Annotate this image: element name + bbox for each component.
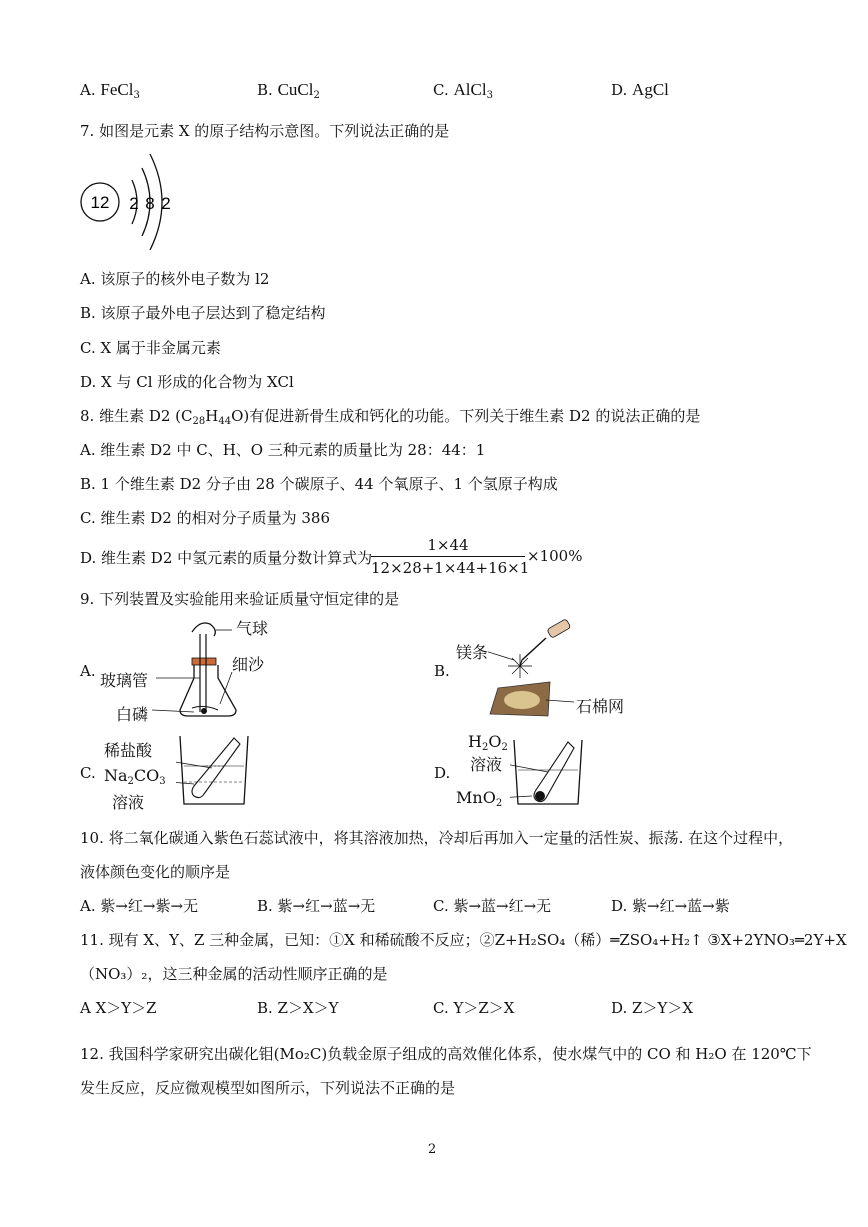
q8-percent-suffix: ×100% xyxy=(527,547,583,565)
shell-2-label: 8 xyxy=(145,194,155,213)
q9-option-b: B. xyxy=(434,662,450,680)
q10-option-b: B. 紫→红→蓝→无 xyxy=(257,897,376,915)
q6-option-a: A. FeCl$_3$ xyxy=(80,80,140,101)
q9-option-d: D. xyxy=(434,764,451,782)
q11-option-a: A X＞Y＞Z xyxy=(80,999,157,1017)
label-asbestos-gauze: 石棉网 xyxy=(576,697,625,716)
q8-option-d-prefix: D. 维生素 D2 中氢元素的质量分数计算式为 xyxy=(80,549,373,567)
q8-fraction xyxy=(371,536,530,577)
fraction-bar xyxy=(371,556,525,557)
q12-stem-line1: 12. 我国科学家研究出碳化钼(Mo₂C)负载金原子组成的高效催化体系，使水煤气中的 CO 和 H₂O 在 120℃下 xyxy=(80,1045,812,1063)
label-dilute-hcl: 稀盐酸 xyxy=(104,741,153,760)
label-white-phosphorus: 白磷 xyxy=(116,705,149,724)
q10-stem-line1: 10. 将二氧化碳通入紫色石蕊试液中，将其溶液加热，冷却后再加入一定量的活性炭、振荡. 在这个过程中， xyxy=(80,829,794,847)
label-glass-tube: 玻璃管 xyxy=(100,671,149,690)
label-solution-c: 溶液 xyxy=(112,793,145,812)
q12-stem-line2: 发生反应，反应微观模型如图所示，下列说法不正确的是 xyxy=(80,1079,456,1097)
q11-stem-line2: （NO₃）₂，这三种金属的活动性顺序正确的是 xyxy=(80,965,388,983)
q7-option-c: C. X 属于非金属元素 xyxy=(80,339,221,357)
q7-option-d: D. X 与 Cl 形成的化合物为 XCl xyxy=(80,373,294,391)
q6-option-d: D. AgCl xyxy=(611,80,669,99)
label-balloon: 气球 xyxy=(236,619,269,638)
page-number: 2 xyxy=(428,1142,437,1157)
shell-3-label: 2 xyxy=(161,194,171,213)
q8-option-a: A. 维生素 D2 中 C、H、O 三种元素的质量比为 28：44：1 xyxy=(80,441,486,459)
label-solution-d: 溶液 xyxy=(470,755,503,774)
q8-denominator: 12×28+1×44+16×1 xyxy=(371,559,530,577)
q11-option-c: C. Y＞Z＞X xyxy=(433,999,515,1017)
q8-numerator: 1×44 xyxy=(427,536,469,554)
q10-option-d: D. 紫→红→蓝→紫 xyxy=(611,897,730,915)
q11-option-b: B. Z＞X＞Y xyxy=(257,999,339,1017)
q10-option-a: A. 紫→红→紫→无 xyxy=(80,897,199,915)
q6-option-b: B. CuCl$_2$ xyxy=(257,80,320,101)
q11-stem-line1: 11. 现有 X、Y、Z 三种金属，已知：①X 和稀硫酸不反应；②Z+H₂SO₄（稀）═ZSO₄+H₂↑ ③X+2YNO₃═2Y+X xyxy=(80,931,847,949)
nucleus-label: 12 xyxy=(90,193,110,212)
apparatus-d-beaker xyxy=(510,736,590,808)
q7-stem: 7. 如图是元素 X 的原子结构示意图。下列说法正确的是 xyxy=(80,122,450,140)
q7-option-b: B. 该原子最外电子层达到了稳定结构 xyxy=(80,304,326,322)
q10-option-c: C. 紫→蓝→红→无 xyxy=(433,897,552,915)
q9-option-c: C. xyxy=(80,764,96,782)
q9-stem: 9. 下列装置及实验能用来验证质量守恒定律的是 xyxy=(80,590,400,608)
q7-option-a: A. 该原子的核外电子数为 l2 xyxy=(80,270,270,288)
atom-structure-diagram xyxy=(78,150,188,254)
q9-option-a: A. xyxy=(80,662,96,680)
q11-option-d: D. Z＞Y＞X xyxy=(611,999,694,1017)
q8-option-b: B. 1 个维生素 D2 分子由 28 个碳原子、44 个氧原子、1 个氢原子构成 xyxy=(80,475,558,493)
label-h2o2: $H_2O_2$ xyxy=(468,732,508,753)
shell-1-label: 2 xyxy=(129,194,139,213)
q6-option-c: C. AlCl$_3$ xyxy=(433,80,493,101)
q10-stem-line2: 液体颜色变化的顺序是 xyxy=(80,863,231,881)
label-na2co3: $Na_2CO_3$ xyxy=(104,766,166,787)
label-mno2: MnO$_2$ xyxy=(456,788,503,809)
q8-option-c: C. 维生素 D2 的相对分子质量为 386 xyxy=(80,509,330,527)
label-magnesium-strip: 镁条 xyxy=(456,643,489,662)
apparatus-c-beaker xyxy=(176,730,256,808)
label-fine-sand: 细沙 xyxy=(232,655,265,674)
q8-stem: 8. 维生素 D2 $(C_{28}H_{44}O)$有促进新骨生成和钙化的功能。下列关于维生素 D2 的说法正确的是 xyxy=(80,407,701,427)
